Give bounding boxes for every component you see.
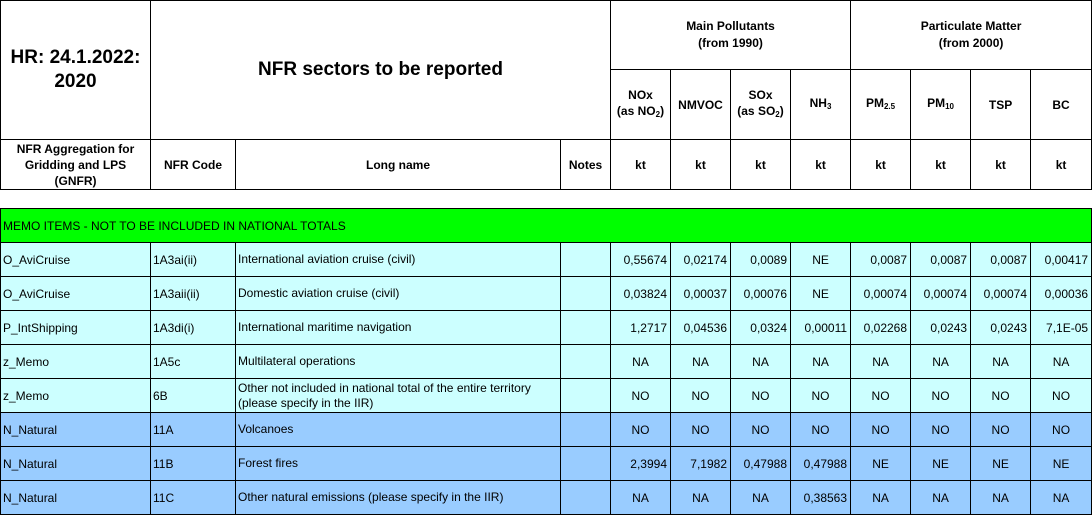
nh3-value: NO — [791, 379, 851, 413]
tsp-value: NO — [971, 379, 1031, 413]
col-pm10 — [911, 70, 971, 140]
nh3-value: NA — [791, 345, 851, 379]
col-code-header: NFR Code — [151, 140, 236, 190]
particulate-matter-group — [851, 1, 1092, 70]
pm10-sub: 10 — [945, 101, 954, 111]
nh3-value: NE — [791, 243, 851, 277]
code-cell: 11B — [151, 447, 236, 481]
unit-nh3: kt — [791, 140, 851, 190]
unit-pm25: kt — [851, 140, 911, 190]
nmvoc-value: 7,1982 — [671, 447, 731, 481]
sox-as-label: (as SO — [737, 103, 776, 118]
nox-value: NA — [611, 345, 671, 379]
nox-value: 1,2717 — [611, 311, 671, 345]
col-nh3 — [791, 70, 851, 140]
nox-value: NA — [611, 481, 671, 515]
pm10-value: 0,0243 — [911, 311, 971, 345]
sox-value: 0,00076 — [731, 277, 791, 311]
col-nmvoc: NMVOC — [671, 70, 731, 140]
pm25-label: PM — [865, 95, 884, 110]
gnfr-cell: O_AviCruise — [1, 243, 151, 277]
sox-sub: 2 — [775, 109, 780, 119]
report-title-line2: 2020 — [54, 71, 97, 92]
col-gnfr-header: NFR Aggregation for Gridding and LPS (GNFR) — [1, 140, 151, 190]
long-name-cell: Other not included in national total of the entire territory (please specify in the IIR) — [236, 379, 561, 413]
nh3-value: 0,00011 — [791, 311, 851, 345]
pm10-value: NA — [911, 345, 971, 379]
nox-value: 0,55674 — [611, 243, 671, 277]
long-name-cell: Forest fires — [236, 447, 561, 481]
gnfr-cell: N_Natural — [1, 481, 151, 515]
data-rows — [1, 243, 1092, 515]
sox-value: 0,0324 — [731, 311, 791, 345]
memo-items-label: MEMO ITEMS - NOT TO BE INCLUDED IN NATIONAL TOTALS — [1, 209, 1092, 243]
table-row — [1, 481, 1092, 515]
col-bc: BC — [1031, 70, 1092, 140]
nmvoc-value: NA — [671, 345, 731, 379]
long-name-cell: International aviation cruise (civil) — [236, 243, 561, 277]
code-cell: 11C — [151, 481, 236, 515]
sox-value: 0,0089 — [731, 243, 791, 277]
notes-cell — [561, 379, 611, 413]
nmvoc-value: 0,00037 — [671, 277, 731, 311]
unit-nox: kt — [611, 140, 671, 190]
pm25-value: 0,02268 — [851, 311, 911, 345]
gnfr-cell: N_Natural — [1, 413, 151, 447]
memo-items-row — [1, 209, 1092, 243]
bc-value: NA — [1031, 345, 1092, 379]
pm10-label: PM — [927, 95, 946, 110]
notes-cell — [561, 447, 611, 481]
pm25-value: 0,00074 — [851, 277, 911, 311]
gnfr-cell: P_IntShipping — [1, 311, 151, 345]
tsp-value: NE — [971, 447, 1031, 481]
sox-value: NO — [731, 413, 791, 447]
table-row — [1, 277, 1092, 311]
report-title-line1: HR: 24.1.2022: — [10, 47, 141, 68]
col-notes-header: Notes — [561, 140, 611, 190]
table-row — [1, 413, 1092, 447]
notes-cell — [561, 311, 611, 345]
code-cell: 1A3di(i) — [151, 311, 236, 345]
gnfr-cell: z_Memo — [1, 345, 151, 379]
nh3-sub: 3 — [826, 101, 832, 111]
nox-value: 0,03824 — [611, 277, 671, 311]
code-cell: 11A — [151, 413, 236, 447]
nh3-value: NO — [791, 413, 851, 447]
pm25-value: NA — [851, 345, 911, 379]
pm25-value: NA — [851, 481, 911, 515]
particulate-matter-label: Particulate Matter — [920, 19, 1022, 33]
nfr-sectors-heading: NFR sectors to be reported — [151, 1, 611, 140]
gnfr-cell: N_Natural — [1, 447, 151, 481]
notes-cell — [561, 481, 611, 515]
pm10-value: 0,0087 — [911, 243, 971, 277]
pm10-value: NO — [911, 413, 971, 447]
unit-tsp: kt — [971, 140, 1031, 190]
nox-close: ) — [660, 103, 665, 118]
unit-nmvoc: kt — [671, 140, 731, 190]
bc-value: 7,1E-05 — [1031, 311, 1092, 345]
bc-value: NO — [1031, 413, 1092, 447]
sox-label: SOx — [748, 87, 773, 102]
tsp-value: 0,0087 — [971, 243, 1031, 277]
nmvoc-value: NO — [671, 379, 731, 413]
notes-cell — [561, 345, 611, 379]
col-sox — [731, 70, 791, 140]
nox-value: NO — [611, 379, 671, 413]
gnfr-cell: z_Memo — [1, 379, 151, 413]
main-pollutants-sub: (from 1990) — [698, 36, 763, 50]
sox-value: NA — [731, 345, 791, 379]
nmvoc-value: NA — [671, 481, 731, 515]
bc-value: 0,00036 — [1031, 277, 1092, 311]
unit-sox: kt — [731, 140, 791, 190]
nmvoc-value: NO — [671, 413, 731, 447]
nh3-value: 0,47988 — [791, 447, 851, 481]
pm10-value: NA — [911, 481, 971, 515]
unit-bc: kt — [1031, 140, 1092, 190]
notes-cell — [561, 243, 611, 277]
table-row — [1, 379, 1092, 413]
col-tsp: TSP — [971, 70, 1031, 140]
nox-value: 2,3994 — [611, 447, 671, 481]
tsp-value: NA — [971, 481, 1031, 515]
col-nox — [611, 70, 671, 140]
bc-value: NO — [1031, 379, 1092, 413]
long-name-cell: Multilateral operations — [236, 345, 561, 379]
long-name-cell: Volcanoes — [236, 413, 561, 447]
bc-value: NA — [1031, 481, 1092, 515]
pm10-value: NE — [911, 447, 971, 481]
table-row — [1, 243, 1092, 277]
table-row — [1, 345, 1092, 379]
notes-cell — [561, 277, 611, 311]
sox-value: NA — [731, 481, 791, 515]
tsp-value: 0,00074 — [971, 277, 1031, 311]
bc-value: NE — [1031, 447, 1092, 481]
notes-cell — [561, 413, 611, 447]
nox-label: NOx — [628, 87, 653, 102]
main-pollutants-group — [611, 1, 851, 70]
pm25-value: 0,0087 — [851, 243, 911, 277]
pm25-value: NO — [851, 379, 911, 413]
particulate-matter-sub: (from 2000) — [938, 36, 1004, 50]
col-long-header: Long name — [236, 140, 561, 190]
tsp-value: NO — [971, 413, 1031, 447]
pm10-value: NO — [911, 379, 971, 413]
gnfr-cell: O_AviCruise — [1, 277, 151, 311]
spacer-row — [1, 190, 1092, 209]
unit-pm10: kt — [911, 140, 971, 190]
code-cell: 1A5c — [151, 345, 236, 379]
tsp-value: NA — [971, 345, 1031, 379]
nh3-value: 0,38563 — [791, 481, 851, 515]
pm25-sub: 2.5 — [883, 101, 896, 111]
nh3-value: NE — [791, 277, 851, 311]
nox-sub: 2 — [655, 109, 661, 119]
table-row — [1, 447, 1092, 481]
nox-value: NO — [611, 413, 671, 447]
pm25-value: NE — [851, 447, 911, 481]
main-pollutants-label: Main Pollutants — [686, 19, 775, 33]
code-cell: 6B — [151, 379, 236, 413]
nox-as-label: (as NO — [616, 103, 656, 118]
sox-close: ) — [779, 103, 784, 118]
code-cell: 1A3aii(ii) — [151, 277, 236, 311]
pm25-value: NO — [851, 413, 911, 447]
code-cell: 1A3ai(ii) — [151, 243, 236, 277]
table-row — [1, 311, 1092, 345]
tsp-value: 0,0243 — [971, 311, 1031, 345]
report-title — [1, 1, 151, 140]
bc-value: 0,00417 — [1031, 243, 1092, 277]
nh3-label: NH — [809, 95, 827, 110]
long-name-cell: International maritime navigation — [236, 311, 561, 345]
long-name-cell: Domestic aviation cruise (civil) — [236, 277, 561, 311]
col-pm25 — [851, 70, 911, 140]
long-name-cell: Other natural emissions (please specify in the IIR) — [236, 481, 561, 515]
sox-value: NO — [731, 379, 791, 413]
nmvoc-value: 0,02174 — [671, 243, 731, 277]
pm10-value: 0,00074 — [911, 277, 971, 311]
nmvoc-value: 0,04536 — [671, 311, 731, 345]
sox-value: 0,47988 — [731, 447, 791, 481]
